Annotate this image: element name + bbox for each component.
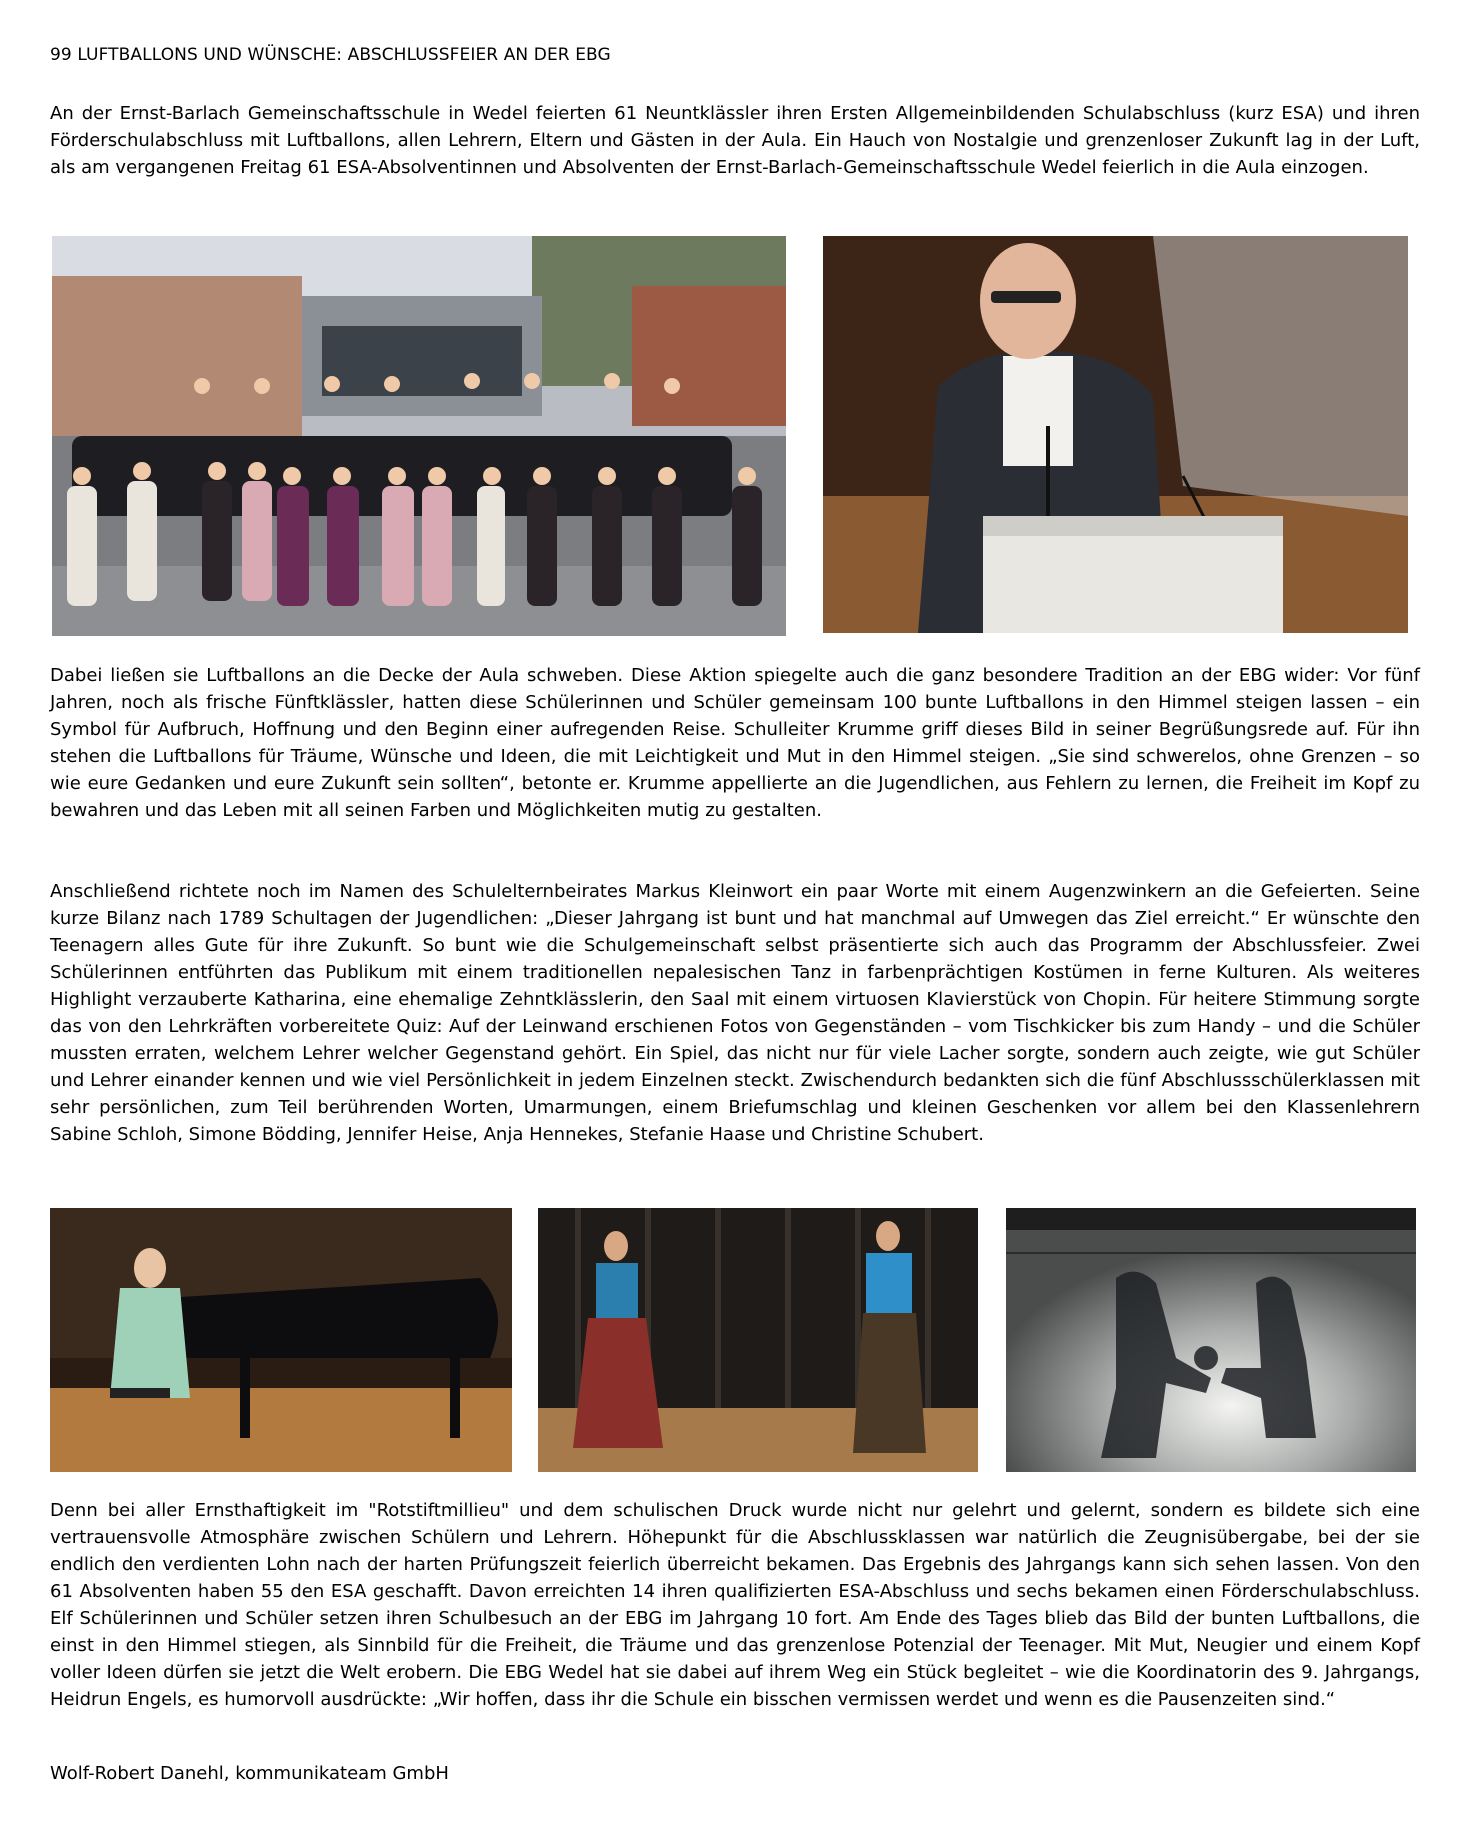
intro-paragraph: An der Ernst-Barlach Gemeinschaftsschule in Wedel feierten 61 Neuntklässler ihren Ersten Allgemeinbildenden Schulabschluss (kurz ESA) und ihren Förderschulabschluss mit Luftballons, allen Lehrern, Eltern und Gästen in der Aula. Ein Hauch von Nostalgie und grenzenloser Zukunft lag in der Luft, als am vergangenen Freitag 61 ESA-Absolventinnen und Absolventen der Ernst-Barlach-Gemeinschaftsschule Wedel feierlich in die Aula einzogen.	[50, 103, 1420, 178]
paragraph-balloons: Dabei ließen sie Luftballons an die Decke der Aula schweben. Diese Aktion spiegelte auch die ganz besondere Tradition an der EBG wider: Vor fünf Jahren, noch als frische Fünftklässler, hatten diese Schülerinnen und Schüler gemeinsam 100 bunte Luftballons in den Himmel steigen lassen – ein Symbol für Aufbruch, Hoffnung und den Beginn einer aufregenden Reise. Schulleiter Krumme griff dieses Bild in seiner Begrüßungsrede auf. Für ihn stehen die Luftballons für Träume, Wünsche und Ideen, die mit Leichtigkeit und Mut in den Himmel steigen. „Sie sind schwerelos, ohne Grenzen – so wie eure Gedanken und eure Zukunft sein sollten“, betonte er. Krumme appellierte an die Jugendlichen, aus Fehlern zu lernen, die Freiheit im Kopf zu bewahren und das Leben mit all seinen Farben und Möglichkeiten mutig zu gestalten.	[50, 665, 1420, 821]
paragraph-program: Anschließend richtete noch im Namen des Schulelternbeirates Markus Kleinwort ein paar Worte mit einem Augenzwinkern an die Gefeierten. Seine kurze Bilanz nach 1789 Schultagen der Jugendlichen: „Dieser Jahrgang ist bunt und hat manchmal auf Umwegen das Ziel erreicht.“ Er wünschte den Teenagern alles Gute für ihre Zukunft. So bunt wie die Schulgemeinschaft selbst präsentierte sich auch das Programm der Abschlussfeier. Zwei Schülerinnen entführten das Publikum mit einem traditionellen nepalesischen Tanz in farbenprächtigen Kostümen in ferne Kulturen. Als weiteres Highlight verzauberte Katharina, eine ehemalige Zehntklässlerin, den Saal mit einem virtuosen Klavierstück von Chopin. Für heitere Stimmung sorgte das von den Lehrkräften vorbereitete Quiz: Auf der Leinwand erschienen Fotos von Gegenständen – vom Tischkicker bis zum Handy – und die Schüler mussten erraten, welchem Lehrer welcher Gegenstand gehört. Ein Spiel, das nicht nur für viele Lacher sorgte, sondern auch zeigte, wie gut Schüler und Lehrer einander kennen und wie viel Persönlichkeit in jedem Einzelnen steckt. Zwischendurch bedankten sich die fünf Abschlussschülerklassen mit sehr persönlichen, zum Teil berührenden Worten, Umarmungen, einem Briefumschlag und kleinen Geschenken vor allem bei den Klassenlehrern Sabine Schloh, Simone Bödding, Jennifer Heise, Anja Hennekes, Stefanie Haase und Christine Schubert.	[50, 881, 1420, 1145]
principal-speech-photo	[823, 236, 1408, 633]
paragraph-results: Denn bei aller Ernsthaftigkeit im "Rotstiftmillieu" und dem schulischen Druck wurde nicht nur gelehrt und gelernt, sondern es bildete sich eine vertrauensvolle Atmosphäre zwischen Schülern und Lehrern. Höhepunkt für die Abschlussklassen war natürlich die Zeugnisübergabe, bei der sie endlich den verdienten Lohn nach der harten Prüfungszeit feierlich überreicht bekamen. Das Ergebnis des Jahrgangs kann sich sehen lassen. Von den 61 Absolventen haben 55 den ESA geschafft. Davon erreichten 14 ihren qualifizierten ESA-Abschluss und sechs bekamen einen Förderschulabschluss. Elf Schülerinnen und Schüler setzen ihren Schulbesuch an der EBG im Jahrgang 10 fort. Am Ende des Tages blieb das Bild der bunten Luftballons, die einst in den Himmel stiegen, als Sinnbild für die Freiheit, die Träume und das grenzenlose Potenzial der Teenager. Mit Mut, Neugier und einem Kopf voller Ideen dürfen sie jetzt die Welt erobern. Die EBG Wedel hat sie dabei auf ihrem Weg ein Stück begleitet – wie die Koordinatorin des 9. Jahrgangs, Heidrun Engels, es humorvoll ausdrückte: „Wir hoffen, dass ihr die Schule ein bisschen vermissen werdet und wenn es die Pausenzeiten sind.“	[50, 1500, 1420, 1710]
group-photo	[52, 236, 786, 636]
piano-photo	[50, 1208, 512, 1472]
author-signature: Wolf-Robert Danehl, kommunikateam GmbH	[50, 1763, 449, 1784]
dance-photo	[538, 1208, 978, 1472]
article-title: 99 LUFTBALLONS UND WÜNSCHE: ABSCHLUSSFEIER AN DER EBG	[50, 45, 611, 65]
shadow-play-photo	[1006, 1208, 1416, 1472]
